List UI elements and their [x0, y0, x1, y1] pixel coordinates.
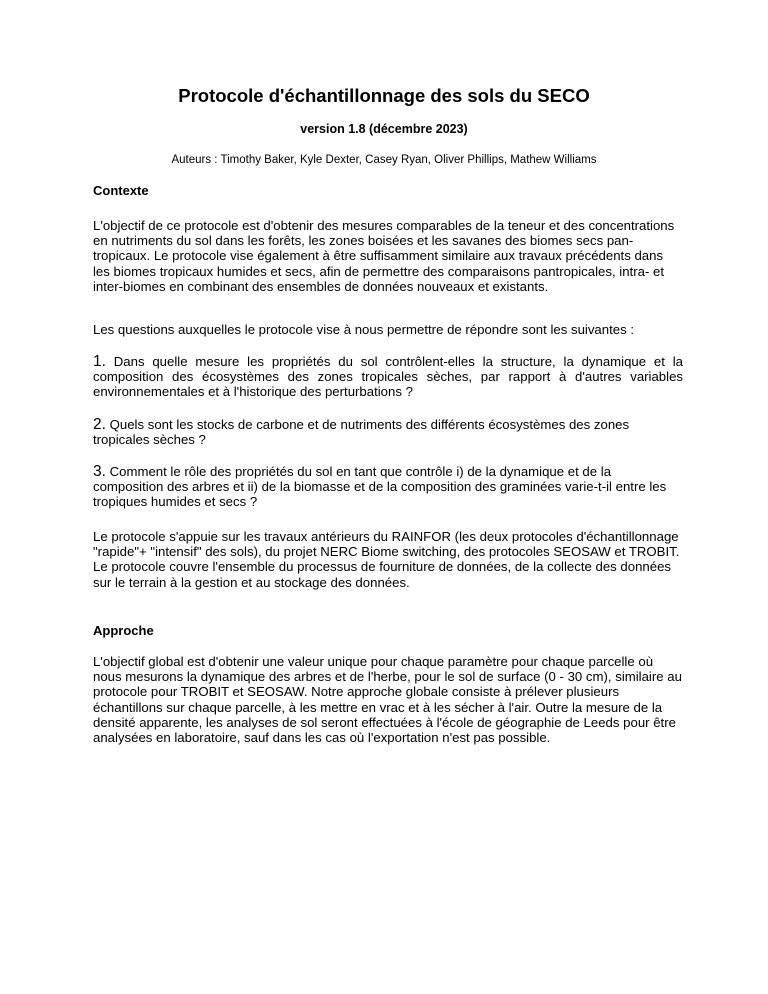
question-2-number: 2.: [93, 416, 106, 433]
question-2: [93, 417, 683, 447]
document-title: Protocole d'échantillonnage des sols du SECO: [178, 85, 590, 106]
document-authors: Auteurs : Timothy Baker, Kyle Dexter, Casey Ryan, Oliver Phillips, Mathew Williams: [171, 154, 597, 166]
contexte-paragraph-2: Les questions auxquelles le protocole vise à nous permettre de répondre sont les suivantes :: [93, 322, 635, 337]
section-heading-contexte: Contexte: [93, 183, 149, 198]
question-2-text: Quels sont les stocks de carbone et de nutriments des différents écosystèmes des zones tropicales sèches ?: [93, 417, 630, 448]
contexte-paragraph-3: Le protocole s'appuie sur les travaux antérieurs du RAINFOR (les deux protocoles d'échantillonnage "rapide"+ "intensif" des sols), du projet NERC Biome switching, des protocoles SEOSAW et TROBIT. Le protocole couvre l'ensemble du processus de fourniture de données, de la collecte des données sur le terrain à la gestion et au stockage des données.: [93, 529, 680, 590]
question-1-text: Dans quelle mesure les propriétés du sol contrôlent-elles la structure, la dynamique et la composition des écosystèmes des zones tropicales sèches, par rapport à d'autres variables environnementales et à l'historique des perturbations ?: [93, 354, 683, 400]
question-1: [93, 354, 683, 400]
question-3: [93, 464, 683, 510]
contexte-paragraph-1: L'objectif de ce protocole est d'obtenir des mesures comparables de la teneur et des concentrations en nutriments du sol dans les forêts, les zones boisées et les savanes des biomes secs pan-tropicaux. Le protocole vise également à être suffisamment similaire aux travaux précédents dans les biomes tropicaux humides et secs, afin de permettre des comparaisons pantropicales, intra- et inter-biomes en combinant des ensembles de données nouveaux et existants.: [93, 218, 675, 294]
approche-paragraph-1: L'objectif global est d'obtenir une valeur unique pour chaque paramètre pour chaque parcelle où nous mesurons la dynamique des arbres et de l'herbe, pour le sol de surface (0 - 30 cm), similaire au protocole pour TROBIT et SEOSAW. Notre approche globale consiste à prélever plusieurs échantillons sur chaque parcelle, à les mettre en vrac et à les sécher à l'air. Outre la mesure de la densité apparente, les analyses de sol seront effectuées à l'école de géographie de Leeds pour être analysées en laboratoire, sauf dans les cas où l'exportation n'est pas possible.: [93, 654, 682, 746]
section-heading-approche: Approche: [93, 623, 154, 638]
document-version: version 1.8 (décembre 2023): [300, 122, 468, 136]
question-3-text: Comment le rôle des propriétés du sol en tant que contrôle i) de la dynamique et de la composition des arbres et ii) de la biomasse et de la composition des graminées varie-t-il entre les tropiques humides et secs ?: [93, 464, 667, 510]
question-3-number: 3.: [93, 463, 106, 480]
question-1-number: 1.: [93, 353, 106, 370]
